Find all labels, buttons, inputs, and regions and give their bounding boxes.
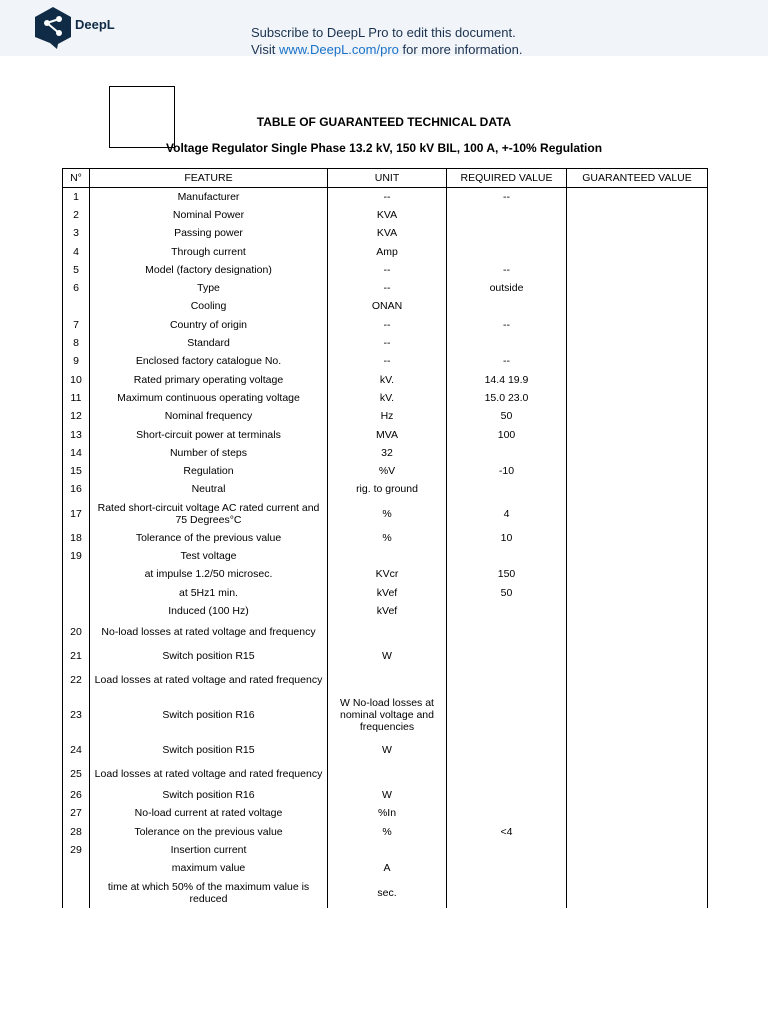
unit-cell: kV. [328,370,447,388]
table-row [63,565,708,583]
feature-cell: Enclosed factory catalogue No. [90,352,328,370]
table-row [63,316,708,334]
row-number: 14 [63,444,90,462]
table-row [63,823,708,841]
unit-cell: -- [328,352,447,370]
guaranteed-value-cell [567,462,708,480]
unit-cell: ONAN [328,297,447,315]
guaranteed-value-cell [567,668,708,692]
row-number: 27 [63,804,90,822]
row-number [63,297,90,315]
required-value-cell [447,602,567,620]
unit-cell: KVA [328,206,447,224]
required-value-cell: 100 [447,425,567,443]
subscribe-message [251,24,522,58]
feature-cell: Switch position R16 [90,786,328,804]
table-row [63,352,708,370]
guaranteed-value-cell [567,583,708,601]
unit-cell: MVA [328,425,447,443]
guaranteed-value-cell [567,644,708,668]
guaranteed-value-cell [567,297,708,315]
feature-cell: Nominal Power [90,206,328,224]
feature-cell: Load losses at rated voltage and rated frequency [90,762,328,786]
unit-cell [328,620,447,644]
feature-cell: time at which 50% of the maximum value is reduced [90,878,328,908]
table-row [63,804,708,822]
row-number: 20 [63,620,90,644]
row-number: 13 [63,425,90,443]
guaranteed-value-cell [567,444,708,462]
table-row [63,188,708,206]
required-value-cell: 15.0 23.0 [447,389,567,407]
table-row [63,499,708,529]
unit-cell: kVef [328,602,447,620]
table-row [63,547,708,565]
technical-data-table [62,168,708,908]
row-number: 2 [63,206,90,224]
row-number: 21 [63,644,90,668]
required-value-cell: -- [447,352,567,370]
row-number: 11 [63,389,90,407]
feature-cell: Cooling [90,297,328,315]
required-value-cell: 50 [447,583,567,601]
visit-text: Visit [251,42,279,57]
required-value-cell: <4 [447,823,567,841]
guaranteed-value-cell [567,878,708,908]
guaranteed-value-cell [567,224,708,242]
table-row [63,334,708,352]
feature-cell: Through current [90,242,328,260]
feature-cell: No-load losses at rated voltage and frequency [90,620,328,644]
feature-cell: Short-circuit power at terminals [90,425,328,443]
unit-cell: -- [328,188,447,206]
guaranteed-value-cell [567,279,708,297]
guaranteed-value-cell [567,565,708,583]
guaranteed-value-cell [567,425,708,443]
feature-cell: Rated primary operating voltage [90,370,328,388]
table-row [63,738,708,762]
unit-cell: 32 [328,444,447,462]
row-number: 1 [63,188,90,206]
required-value-cell [447,334,567,352]
row-number: 15 [63,462,90,480]
table-row [63,279,708,297]
guaranteed-value-cell [567,370,708,388]
table-row [63,462,708,480]
unit-cell: Amp [328,242,447,260]
guaranteed-value-cell [567,334,708,352]
required-value-cell [447,804,567,822]
required-value-cell: -- [447,261,567,279]
required-value-cell [447,692,567,738]
brand-name: DeepL [75,17,115,32]
table-row [63,668,708,692]
row-number [63,602,90,620]
row-number: 9 [63,352,90,370]
required-value-cell [447,762,567,786]
feature-cell: Manufacturer [90,188,328,206]
required-value-cell [447,859,567,877]
table-row [63,444,708,462]
unit-cell: W [328,786,447,804]
feature-cell: Rated short-circuit voltage AC rated current and 75 Degrees°C [90,499,328,529]
required-value-cell: 10 [447,529,567,547]
row-number: 23 [63,692,90,738]
required-value-cell [447,644,567,668]
unit-cell: rig. to ground [328,480,447,498]
row-number: 12 [63,407,90,425]
unit-cell: -- [328,334,447,352]
table-row [63,762,708,786]
guaranteed-value-cell [567,407,708,425]
feature-cell: Induced (100 Hz) [90,602,328,620]
row-number: 7 [63,316,90,334]
guaranteed-value-cell [567,389,708,407]
guaranteed-value-cell [567,620,708,644]
required-value-cell [447,738,567,762]
feature-cell: at 5Hz1 min. [90,583,328,601]
unit-cell: %V [328,462,447,480]
guaranteed-value-cell [567,859,708,877]
required-value-cell: 50 [447,407,567,425]
table-row [63,859,708,877]
required-value-cell: 4 [447,499,567,529]
table-row [63,224,708,242]
required-value-cell [447,444,567,462]
feature-cell: Insertion current [90,841,328,859]
row-number: 17 [63,499,90,529]
guaranteed-value-cell [567,738,708,762]
required-value-cell [447,620,567,644]
required-value-cell: outside [447,279,567,297]
unit-cell: KVcr [328,565,447,583]
feature-cell: maximum value [90,859,328,877]
table-row [63,370,708,388]
required-value-cell [447,224,567,242]
row-number: 22 [63,668,90,692]
deepl-logo-icon [33,6,73,50]
required-value-cell [447,786,567,804]
table-row [63,786,708,804]
unit-cell: % [328,499,447,529]
required-value-cell [447,878,567,908]
required-value-cell [447,547,567,565]
unit-cell [328,762,447,786]
table-row [63,297,708,315]
unit-cell: -- [328,316,447,334]
feature-cell: Tolerance on the previous value [90,823,328,841]
table-row [63,389,708,407]
table-row [63,841,708,859]
unit-cell: A [328,859,447,877]
unit-cell: %In [328,804,447,822]
guaranteed-value-cell [567,823,708,841]
row-number: 24 [63,738,90,762]
required-value-cell [447,841,567,859]
unit-cell [328,841,447,859]
required-value-cell [447,480,567,498]
guaranteed-value-cell [567,188,708,206]
feature-cell: Model (factory designation) [90,261,328,279]
guaranteed-value-cell [567,316,708,334]
document-subtitle: Voltage Regulator Single Phase 13.2 kV, 150 kV BIL, 100 A, +-10% Regulation [166,141,603,155]
required-value-cell: -10 [447,462,567,480]
required-value-cell [447,297,567,315]
table-row [63,206,708,224]
row-number: 4 [63,242,90,260]
table-row [63,602,708,620]
deepl-banner [0,0,768,56]
feature-cell: Type [90,279,328,297]
row-number: 8 [63,334,90,352]
table-row [63,620,708,644]
row-number: 19 [63,547,90,565]
header-number: N° [63,169,90,188]
table-row [63,692,708,738]
header-guaranteed-value: GUARANTEED VALUE [567,169,708,188]
guaranteed-value-cell [567,206,708,224]
table-row [63,407,708,425]
required-value-cell: 150 [447,565,567,583]
feature-cell: Switch position R15 [90,738,328,762]
required-value-cell: -- [447,316,567,334]
header-unit: UNIT [328,169,447,188]
table-row [63,261,708,279]
row-number: 29 [63,841,90,859]
guaranteed-value-cell [567,841,708,859]
unit-cell [328,668,447,692]
unit-cell [328,547,447,565]
header-required-value: REQUIRED VALUE [447,169,567,188]
table-row [63,425,708,443]
feature-cell: Regulation [90,462,328,480]
guaranteed-value-cell [567,804,708,822]
guaranteed-value-cell [567,261,708,279]
deepl-pro-link[interactable]: www.DeepL.com/pro [278,42,399,57]
feature-cell: at impulse 1.2/50 microsec. [90,565,328,583]
guaranteed-value-cell [567,692,708,738]
required-value-cell [447,242,567,260]
guaranteed-value-cell [567,762,708,786]
document-title: TABLE OF GUARANTEED TECHNICAL DATA [256,115,512,129]
feature-cell: Number of steps [90,444,328,462]
subscribe-line-2 [251,41,522,58]
guaranteed-value-cell [567,602,708,620]
row-number: 16 [63,480,90,498]
feature-cell: Standard [90,334,328,352]
row-number: 28 [63,823,90,841]
table-row [63,480,708,498]
feature-cell: Nominal frequency [90,407,328,425]
guaranteed-value-cell [567,352,708,370]
table-row [63,644,708,668]
feature-cell: Switch position R16 [90,692,328,738]
unit-cell: W [328,644,447,668]
more-info-text: for more information. [398,42,523,57]
required-value-cell: 14.4 19.9 [447,370,567,388]
feature-cell: Passing power [90,224,328,242]
feature-cell: Load losses at rated voltage and rated frequency [90,668,328,692]
guaranteed-value-cell [567,529,708,547]
unit-cell: W No-load losses at nominal voltage and frequencies [328,692,447,738]
feature-cell: Switch position R15 [90,644,328,668]
subscribe-line-1: Subscribe to DeepL Pro to edit this document. [251,25,516,40]
feature-cell: Maximum continuous operating voltage [90,389,328,407]
required-value-cell [447,668,567,692]
unit-cell: % [328,529,447,547]
table-body [63,188,708,908]
guaranteed-value-cell [567,786,708,804]
feature-cell: No-load current at rated voltage [90,804,328,822]
feature-cell: Test voltage [90,547,328,565]
unit-cell: -- [328,261,447,279]
guaranteed-value-cell [567,242,708,260]
row-number [63,565,90,583]
unit-cell: -- [328,279,447,297]
row-number: 6 [63,279,90,297]
table-row [63,878,708,908]
guaranteed-value-cell [567,547,708,565]
table-row [63,583,708,601]
unit-cell: KVA [328,224,447,242]
row-number [63,859,90,877]
guaranteed-value-cell [567,499,708,529]
unit-cell: Hz [328,407,447,425]
guaranteed-value-cell [567,480,708,498]
required-value-cell: -- [447,188,567,206]
required-value-cell [447,206,567,224]
row-number [63,878,90,908]
row-number: 18 [63,529,90,547]
table-row [63,529,708,547]
unit-cell: W [328,738,447,762]
row-number [63,583,90,601]
table-row [63,242,708,260]
table-header-row [63,169,708,188]
row-number: 10 [63,370,90,388]
unit-cell: sec. [328,878,447,908]
feature-cell: Neutral [90,480,328,498]
unit-cell: kV. [328,389,447,407]
unit-cell: % [328,823,447,841]
row-number: 5 [63,261,90,279]
header-feature: FEATURE [90,169,328,188]
row-number: 25 [63,762,90,786]
row-number: 3 [63,224,90,242]
feature-cell: Country of origin [90,316,328,334]
feature-cell: Tolerance of the previous value [90,529,328,547]
row-number: 26 [63,786,90,804]
unit-cell: kVef [328,583,447,601]
